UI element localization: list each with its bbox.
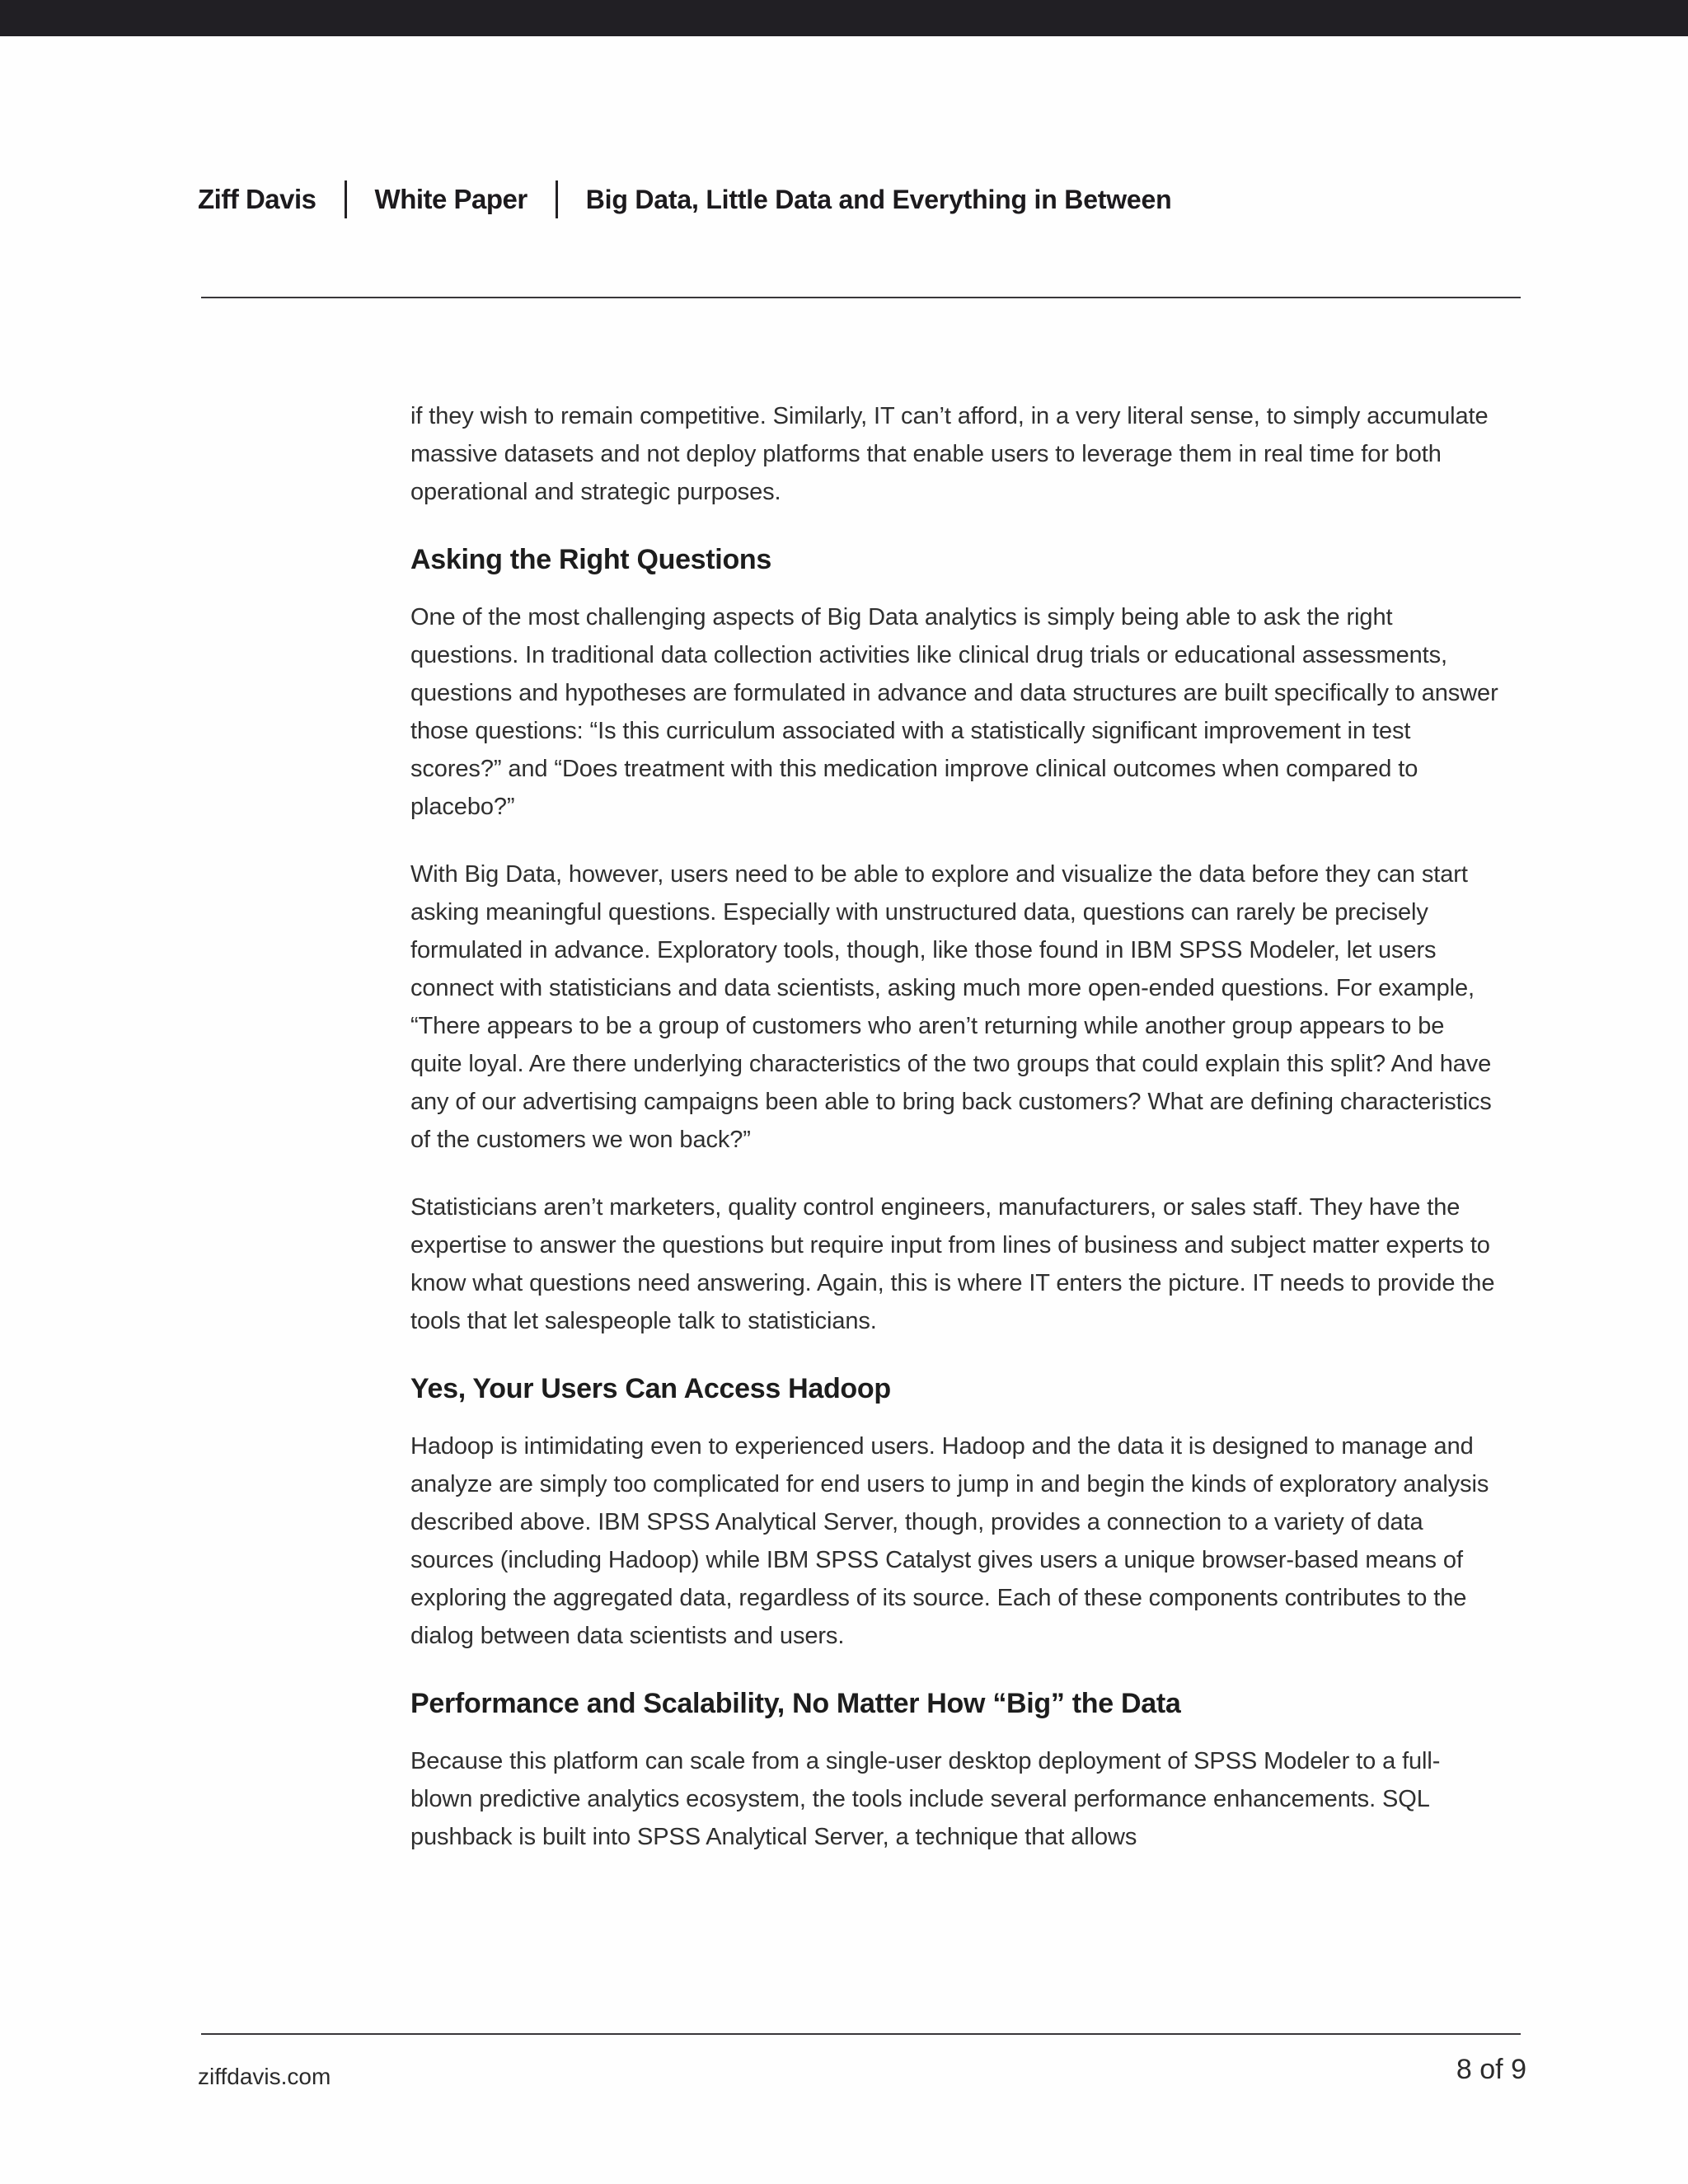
section-heading-performance-and-scalability: Performance and Scalability, No Matter How “Big” the Data bbox=[410, 1688, 1181, 1719]
document-body bbox=[410, 397, 1500, 1886]
body-paragraph: if they wish to remain competitive. Similarly, IT can’t afford, in a very literal sense, to simply accumulate massive datasets and not deploy platforms that enable users to leverage them in real time for both operational and strategic purposes. bbox=[410, 403, 1489, 505]
footer-divider bbox=[201, 2033, 1521, 2035]
doc-type-label: White Paper bbox=[374, 184, 528, 214]
top-brand-bar bbox=[0, 0, 1688, 36]
body-paragraph: With Big Data, however, users need to be able to explore and visualize the data before they can start asking meaningful questions. Especially with unstructured data, questions can rarely be precisely formulated in advance. Exploratory tools, though, like those found in IBM SPSS Modeler, let users connect with statisticians and data scientists, asking much more open-ended questions. For example, “There appears to be a group of customers who aren’t returning while another group appears to be quite loyal. Are there underlying characteristics of the two groups that could explain this split? And have any of our advertising campaigns been able to bring back customers? What are defining characteristics of the customers we won back?” bbox=[410, 861, 1492, 1153]
document-title: Big Data, Little Data and Everything in Between bbox=[585, 184, 1172, 214]
body-paragraph: Because this platform can scale from a single-user desktop deployment of SPSS Modeler to a full-blown predictive analytics ecosystem, the tools include several performance enhancements. SQL pushback is built into SPSS Analytical Server, a technique that allows bbox=[410, 1748, 1441, 1850]
section-heading-users-can-access-hadoop: Yes, Your Users Can Access Hadoop bbox=[410, 1373, 891, 1404]
body-paragraph: One of the most challenging aspects of Big Data analytics is simply being able to ask the right questions. In traditional data collection activities like clinical drug trials or educational assessments, questions and hypotheses are formulated in advance and data structures are built specifically to answer those questions: “Is this curriculum associated with a statistically significant improvement in test scores?” and “Does treatment with this medication improve clinical outcomes when compared to placebo?” bbox=[410, 604, 1498, 820]
page-number-indicator: 8 of 9 bbox=[1456, 2054, 1526, 2085]
header-separator bbox=[345, 180, 347, 218]
section-heading-asking-the-right-questions: Asking the Right Questions bbox=[410, 544, 772, 575]
footer-site-url: ziffdavis.com bbox=[198, 2064, 331, 2089]
document-header bbox=[198, 180, 1171, 218]
body-paragraph: Hadoop is intimidating even to experienced users. Hadoop and the data it is designed to manage and analyze are simply too complicated for end users to jump in and begin the kinds of exploratory analysis described above. IBM SPSS Analytical Server, though, provides a connection to a variety of data sources (including Hadoop) while IBM SPSS Catalyst gives users a unique browser-based means of exploring the aggregated data, regardless of its source. Each of these components contributes to the dialog between data scientists and users. bbox=[410, 1433, 1489, 1649]
header-separator bbox=[556, 180, 558, 218]
brand-label: Ziff Davis bbox=[198, 184, 316, 214]
header-divider bbox=[201, 297, 1521, 298]
body-paragraph: Statisticians aren’t marketers, quality control engineers, manufacturers, or sales staff. They have the expertise to answer the questions but require input from lines of business and subject matter experts to know what questions need answering. Again, this is where IT enters the picture. IT needs to provide the tools that let salespeople talk to statisticians. bbox=[410, 1194, 1495, 1334]
